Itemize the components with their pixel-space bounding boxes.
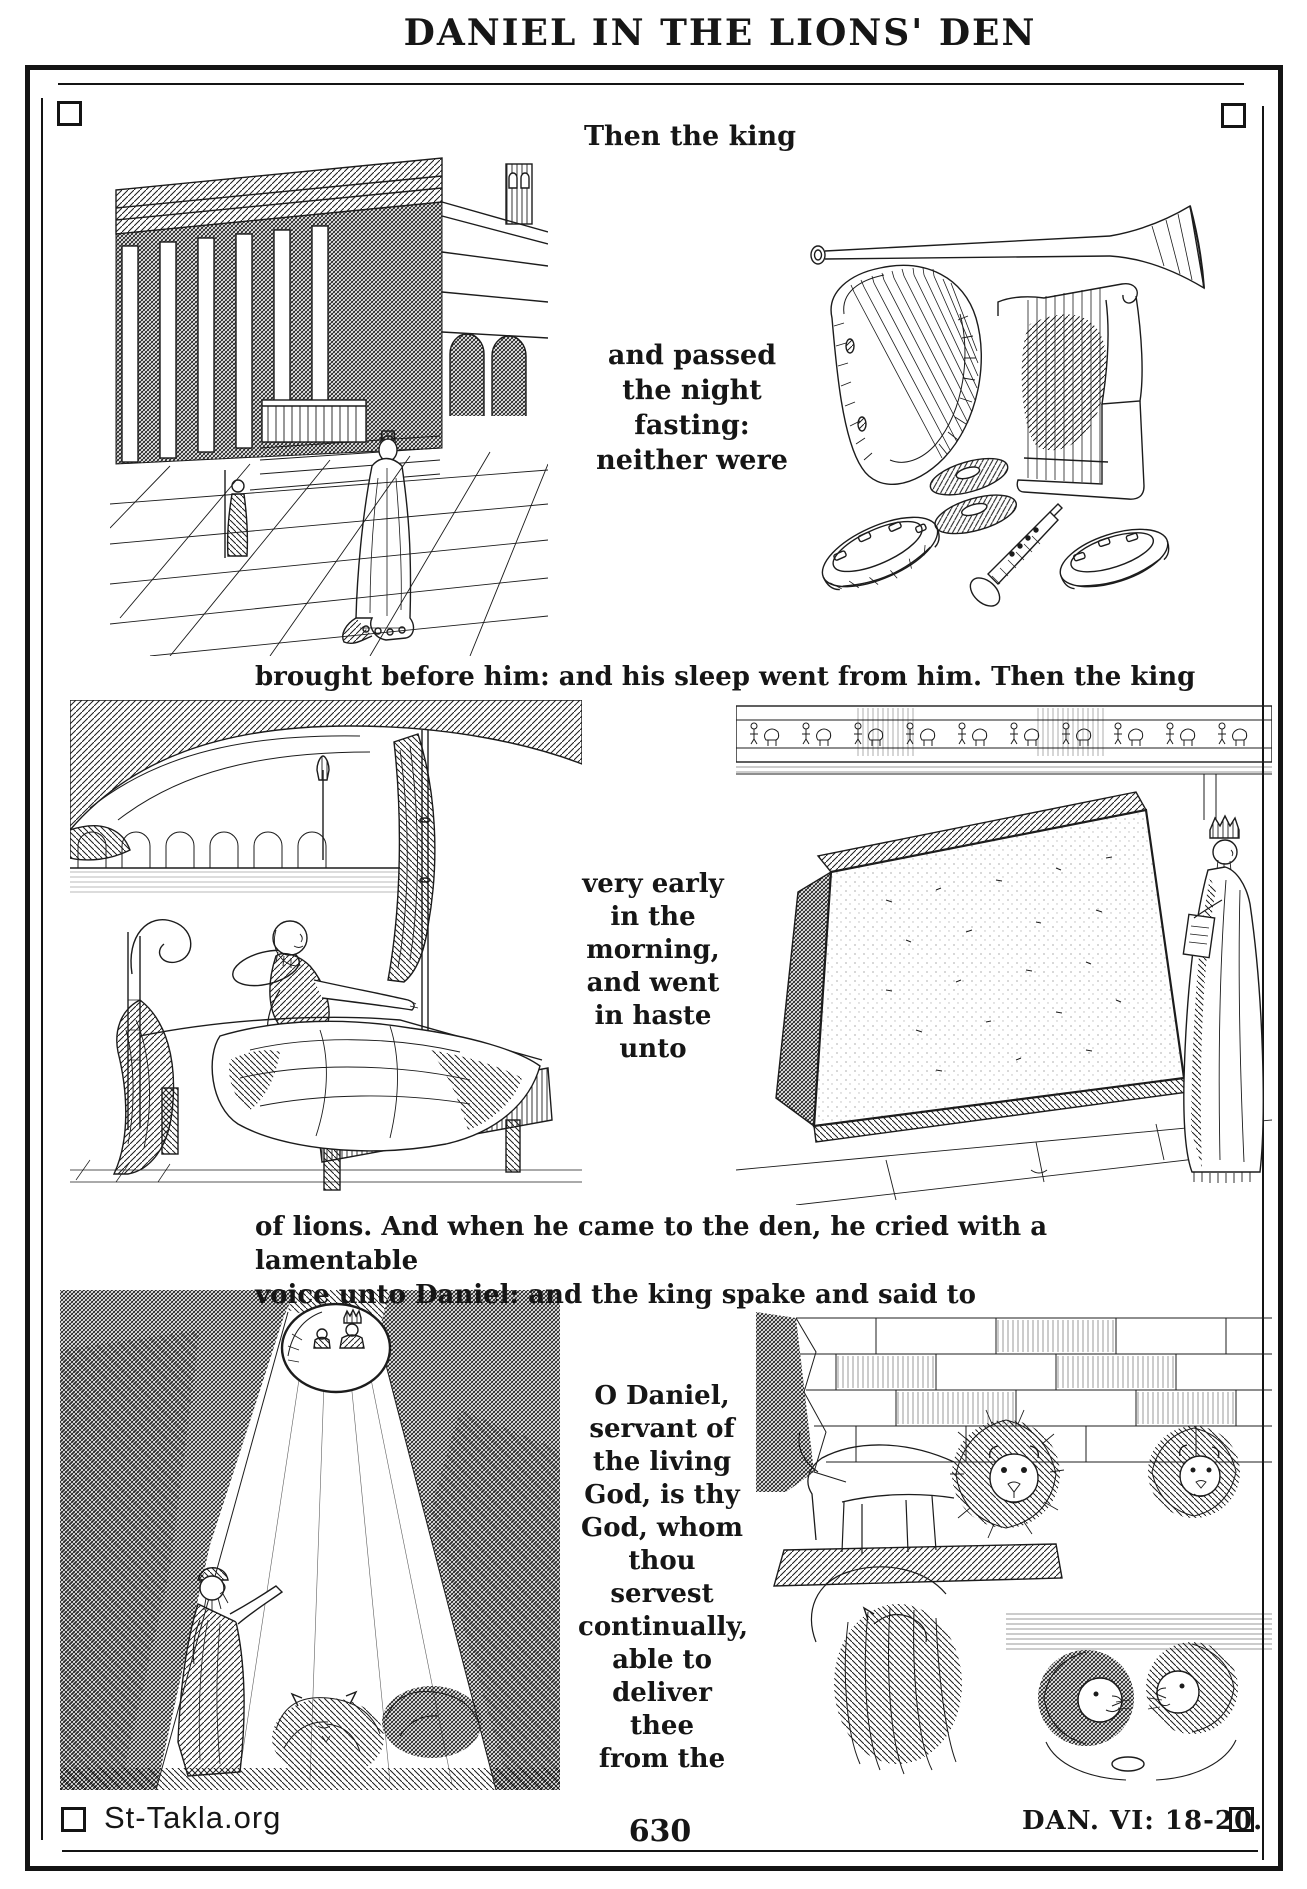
passage-line: thou servest: [610, 1546, 714, 1609]
passage-of-lions: [255, 1210, 1195, 1312]
passage-line: and passed: [607, 340, 777, 371]
passage-line: neither were: [596, 445, 788, 476]
illustration-light-shaft-den: [60, 1290, 560, 1790]
scripture-reference: DAN. VI: 18-20.: [1022, 1806, 1264, 1836]
page-title: DANIEL IN THE LIONS' DEN: [403, 12, 1037, 54]
passage-line: very early: [582, 869, 724, 899]
illustration-palace-courtyard: [110, 148, 548, 656]
passage-line: O Daniel,: [594, 1381, 730, 1411]
illustration-king-at-den-stone: [736, 700, 1272, 1205]
passage-line: fasting:: [634, 410, 750, 441]
page-border-inner-top: [58, 83, 1244, 85]
passage-very-early: [568, 868, 738, 1066]
watermark: St-Takla.org: [104, 1800, 282, 1835]
passage-line: continually,: [578, 1612, 749, 1642]
passage-passed-the-night: [592, 338, 792, 478]
page-border-inner-left: [41, 98, 43, 1840]
passage-line: voice unto Daniel: and the king spake and said to: [255, 1280, 976, 1310]
page-border-inner-bottom: [62, 1850, 1258, 1852]
passage-line: in the: [610, 902, 696, 932]
passage-line: the living: [592, 1447, 732, 1477]
illustration-lions-in-den: [756, 1312, 1272, 1790]
corner-mark-bottom-left: [61, 1807, 86, 1832]
passage-line: God, is thy: [584, 1480, 740, 1510]
passage-then-the-king: Then the king: [583, 121, 797, 152]
passage-line: and went: [586, 968, 720, 998]
passage-line: able to: [612, 1645, 712, 1675]
passage-line: from the: [598, 1744, 726, 1774]
passage-brought-before-him: brought before him: and his sleep went from him. Then the king: [255, 662, 1196, 692]
passage-line: morning,: [586, 935, 720, 965]
passage-o-daniel: [578, 1380, 749, 1776]
page-number: 630: [628, 1814, 692, 1849]
passage-line: deliver thee: [612, 1678, 712, 1741]
passage-line: the night: [622, 375, 762, 406]
passage-line: God, whom: [581, 1513, 743, 1543]
passage-line: in haste: [594, 1001, 712, 1031]
passage-line: servant of: [589, 1414, 735, 1444]
illustration-musical-instruments: [792, 196, 1228, 636]
passage-line: unto: [619, 1034, 687, 1064]
corner-mark-top-left: [57, 101, 82, 126]
corner-mark-top-right: [1221, 103, 1246, 128]
passage-line: of lions. And when he came to the den, he cried with a lamentable: [255, 1212, 1048, 1276]
illustration-king-on-bed: [70, 700, 582, 1195]
